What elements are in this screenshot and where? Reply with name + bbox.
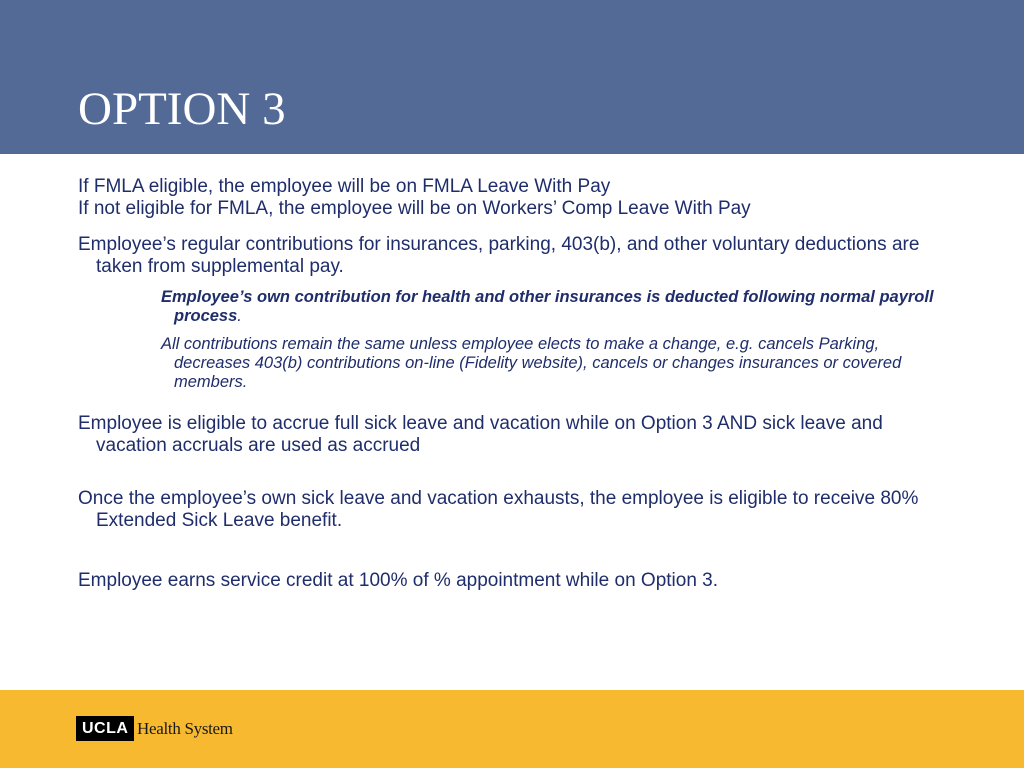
contributions-paragraph: Employee’s regular contributions for insurances, parking, 403(b), and other voluntary deductions are taken from supplemental pay. — [78, 234, 920, 277]
slide-body — [78, 176, 958, 592]
ucla-logo-mark: UCLA — [76, 716, 134, 741]
sub-bullet-health-bold: Employee’s own contribution for health and other insurances is deducted following normal payroll process — [161, 288, 934, 325]
sick-leave-paragraph: Employee is eligible to accrue full sick leave and vacation while on Option 3 AND sick leave and vacation accruals are used as accrued — [78, 413, 883, 456]
sub-bullet-health-suffix: . — [237, 307, 242, 325]
sub-bullet-contributions: All contributions remain the same unless employee elects to make a change, e.g. cancels Parking, decreases 403(b) contributions on-line (Fidelity website), cancels or changes insurances or covered members. — [161, 335, 902, 391]
title-banner — [0, 0, 1024, 154]
slide-title: OPTION 3 — [78, 83, 286, 135]
extended-sick-leave-paragraph: Once the employee’s own sick leave and vacation exhausts, the employee is eligible to receive 80% Extended Sick Leave benefit. — [78, 488, 919, 531]
fmla-eligible-line: If FMLA eligible, the employee will be on FMLA Leave With Pay — [78, 176, 611, 197]
service-credit-paragraph: Employee earns service credit at 100% of % appointment while on Option 3. — [78, 570, 719, 591]
health-system-logo-text: Health System — [137, 719, 233, 738]
sub-bullet-health — [78, 288, 958, 326]
not-eligible-line: If not eligible for FMLA, the employee will be on Workers’ Comp Leave With Pay — [78, 198, 751, 219]
